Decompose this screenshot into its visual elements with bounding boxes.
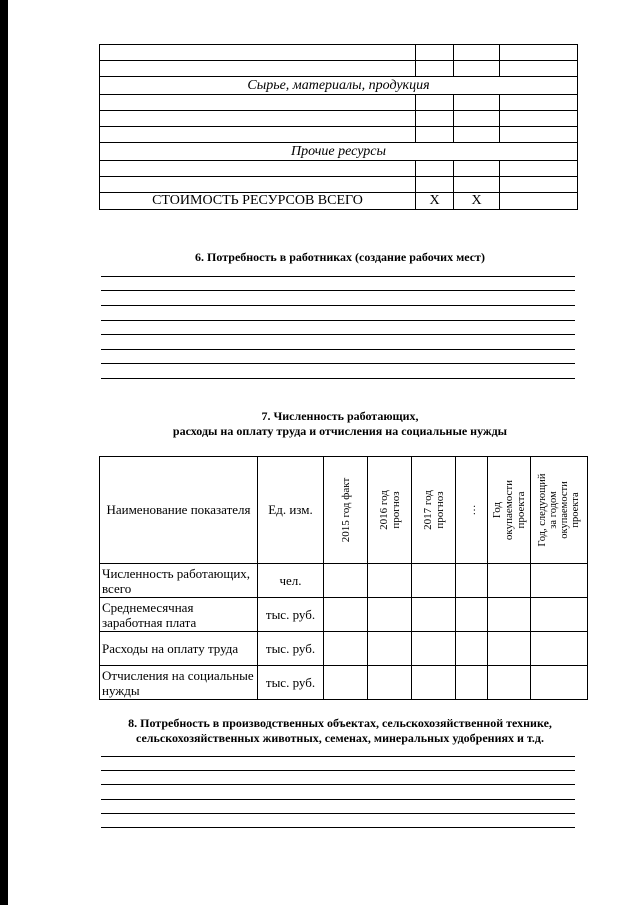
section-7-title-line2: расходы на оплату труда и отчисления на социальные нужды	[172, 424, 508, 438]
column-header-next-line1: Год, следующий	[537, 473, 548, 547]
column-header-2015-text: 2015 год факт	[339, 477, 352, 543]
table-row	[100, 161, 578, 177]
section-8-title	[90, 716, 590, 746]
column-header-unit: Ед. изм.	[258, 457, 324, 564]
column-header-next-line2: за годом	[548, 491, 559, 529]
section-7-title-line1: 7. Численность работающих,	[261, 409, 419, 423]
column-header-ellipsis-text: …	[465, 504, 478, 516]
blank-line	[101, 756, 575, 757]
table-row	[100, 666, 588, 700]
column-header-2017-line2: прогноз	[433, 491, 446, 529]
total-row	[100, 193, 578, 210]
column-header-2016	[368, 457, 412, 564]
value-cell[interactable]	[531, 564, 588, 598]
column-header-payback-line2: окупаемости	[503, 479, 515, 541]
total-mark: Х	[416, 193, 454, 210]
blank-line	[101, 276, 575, 277]
column-header-2017-line1: 2017 год	[421, 490, 434, 530]
total-mark: Х	[454, 193, 500, 210]
resources-table	[99, 44, 578, 210]
value-cell[interactable]	[456, 598, 488, 632]
staff-table	[99, 456, 588, 700]
value-cell[interactable]	[456, 632, 488, 666]
table-row	[100, 111, 578, 127]
section-label-other: Прочие ресурсы	[100, 143, 578, 161]
section-row-materials	[100, 77, 578, 95]
blank-line	[101, 813, 575, 814]
value-cell[interactable]	[488, 598, 531, 632]
value-cell[interactable]	[412, 632, 456, 666]
value-cell[interactable]	[368, 598, 412, 632]
column-header-ellipsis	[456, 457, 488, 564]
value-cell[interactable]	[456, 666, 488, 700]
row-unit: чел.	[258, 564, 324, 598]
table-row	[100, 61, 578, 77]
value-cell[interactable]	[531, 632, 588, 666]
table-row	[100, 45, 578, 61]
value-cell[interactable]	[324, 564, 368, 598]
blank-line	[101, 799, 575, 800]
column-header-payback-year	[488, 457, 531, 564]
value-cell[interactable]	[324, 666, 368, 700]
row-unit: тыс. руб.	[258, 666, 324, 700]
blank-line	[101, 784, 575, 785]
value-cell[interactable]	[531, 598, 588, 632]
scan-edge	[0, 0, 8, 905]
blank-line	[101, 363, 575, 364]
section-row-other	[100, 143, 578, 161]
table-row	[100, 564, 588, 598]
column-header-name: Наименование показателя	[100, 457, 258, 564]
value-cell[interactable]	[412, 666, 456, 700]
column-header-payback-line3: проекта	[515, 491, 527, 529]
table-row	[100, 632, 588, 666]
blank-line	[101, 334, 575, 335]
table-row	[100, 177, 578, 193]
header-row	[100, 457, 588, 564]
value-cell[interactable]	[488, 564, 531, 598]
row-name: Отчисления на социальные нужды	[100, 666, 258, 700]
value-cell[interactable]	[324, 632, 368, 666]
column-header-payback-line1: Год	[491, 501, 503, 519]
value-cell[interactable]	[324, 598, 368, 632]
total-label: СТОИМОСТЬ РЕСУРСОВ ВСЕГО	[100, 193, 416, 210]
column-header-2017	[412, 457, 456, 564]
blank-line	[101, 290, 575, 291]
blank-line	[101, 305, 575, 306]
blank-line	[101, 320, 575, 321]
blank-line	[101, 770, 575, 771]
column-header-2016-line2: прогноз	[389, 491, 402, 529]
value-cell[interactable]	[488, 666, 531, 700]
value-cell[interactable]	[531, 666, 588, 700]
row-name: Среднемесячная заработная плата	[100, 598, 258, 632]
value-cell[interactable]	[456, 564, 488, 598]
row-unit: тыс. руб.	[258, 598, 324, 632]
column-header-2016-line1: 2016 год	[377, 490, 390, 530]
table-row	[100, 127, 578, 143]
value-cell[interactable]	[368, 666, 412, 700]
blank-line	[101, 827, 575, 828]
row-unit: тыс. руб.	[258, 632, 324, 666]
column-header-year-after-payback	[531, 457, 588, 564]
value-cell[interactable]	[412, 564, 456, 598]
table-row	[100, 95, 578, 111]
value-cell[interactable]	[368, 632, 412, 666]
column-header-next-line3: окупаемости	[559, 481, 570, 539]
section-8-title-line2: сельскохозяйственных животных, семенах, минеральных удобрениях и т.д.	[136, 731, 544, 745]
section-6-title: 6. Потребность в работниках (создание рабочих мест)	[195, 250, 485, 264]
column-header-2015	[324, 457, 368, 564]
row-name: Расходы на оплату труда	[100, 632, 258, 666]
value-cell[interactable]	[412, 598, 456, 632]
blank-line	[101, 378, 575, 379]
value-cell[interactable]	[368, 564, 412, 598]
section-label-materials: Сырье, материалы, продукция	[100, 77, 578, 95]
blank-line	[101, 349, 575, 350]
table-row	[100, 598, 588, 632]
section-7-title	[90, 409, 590, 439]
column-header-next-line4: проекта	[570, 492, 581, 528]
value-cell[interactable]	[488, 632, 531, 666]
row-name: Численность работающих, всего	[100, 564, 258, 598]
section-8-title-line1: 8. Потребность в производственных объектах, сельскохозяйственной технике,	[128, 716, 552, 730]
